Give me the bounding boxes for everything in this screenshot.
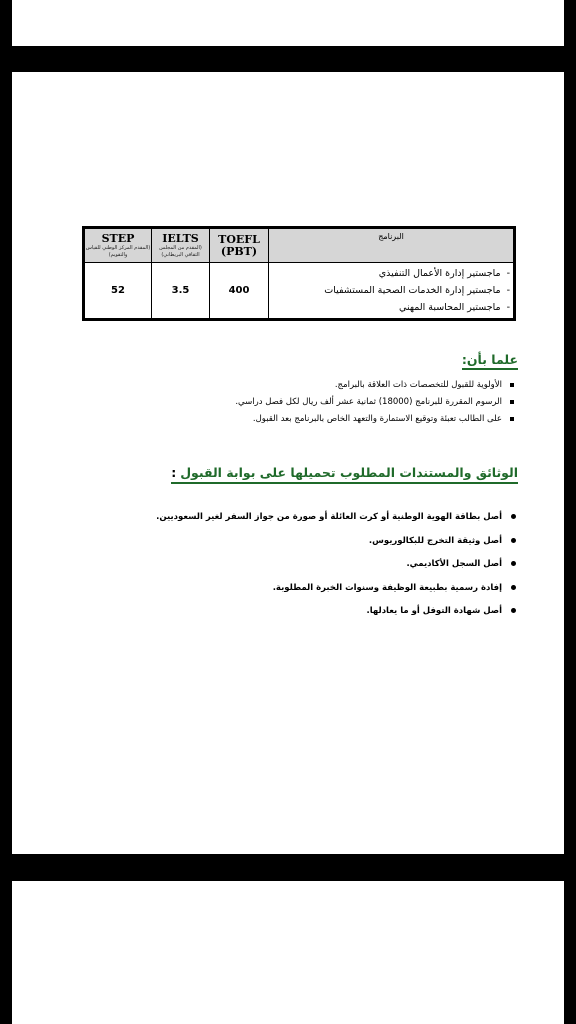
list-item [156,553,516,577]
dot-bullet-icon [511,561,516,566]
header-ielts [152,228,210,263]
table-header-row [84,228,515,263]
documents-heading [171,465,518,484]
list-item [273,299,510,316]
program-list-cell [269,263,515,320]
step-label: STEP [101,231,135,245]
documents-heading-colon: : [171,465,177,480]
list-item [156,577,516,601]
note-text: الأولوية للقبول للتخصصات ذات العلاقة بالبرامج. [334,380,502,390]
list-item [273,265,510,282]
documents-list [156,506,516,624]
step-sub: (المقدم المركز الوطني للقياس والتقويم) [85,244,151,258]
requirements-table [82,226,516,321]
notes-list [235,377,514,428]
dot-bullet-icon [511,514,516,519]
program-name: ماجستير المحاسبة المهني [399,302,501,313]
toefl-sub: (PBT) [220,244,258,258]
toefl-label: TOEFL [218,232,260,246]
dot-bullet-icon [511,585,516,590]
note-text: الرسوم المقررة للبرنامج (18000) ثمانية عشر ألف ريال لكل فصل دراسي. [235,397,502,407]
ielts-label: IELTS [162,231,199,245]
document-text: أصل بطاقة الهوية الوطنية أو كرت العائلة أو صورة من جواز السفر لغير السعوديين. [156,512,502,522]
document-text: إفادة رسمية بطبيعة الوظيفة وسنوات الخبرة المطلوبة. [272,582,502,593]
list-item [156,530,516,554]
program-header-label: البرنامج [378,232,404,241]
previous-page [12,0,564,46]
list-item [156,600,516,624]
list-item [235,411,514,428]
list-item [235,394,514,411]
dash-bullet: - [506,302,510,313]
dash-bullet: - [506,268,510,279]
program-name: ماجستير إدارة الأعمال التنفيذي [378,268,501,279]
program-list [269,263,513,318]
header-program [269,228,515,263]
notes-heading: علما بأن: [462,352,518,370]
document-text: أصل شهادة التوفل أو ما يعادلها. [366,606,502,616]
next-page [12,881,564,1024]
dash-bullet: - [506,285,510,296]
dot-bullet-icon [511,538,516,543]
documents-heading-text: الوثائق والمستندات المطلوب تحميلها على بوابة القبول [180,465,518,480]
header-step [84,228,152,263]
dot-bullet-icon [511,608,516,613]
square-bullet-icon [510,400,514,404]
step-score: 52 [84,263,152,320]
toefl-score: 400 [210,263,269,320]
list-item [235,377,514,394]
document-text: أصل وثيقة التخرج للبكالوريوس. [368,535,502,546]
document-page [12,72,564,854]
ielts-sub: (المقدم من المجلس الثقافي البريطاني) [159,244,202,258]
header-toefl [210,228,269,263]
table-row [84,263,515,320]
ielts-score: 3.5 [152,263,210,320]
document-text: أصل السجل الأكاديمي. [406,559,502,569]
square-bullet-icon [510,383,514,387]
list-item [273,282,510,299]
square-bullet-icon [510,417,514,421]
note-text: على الطالب تعبئة وتوقيع الاستمارة والتعهد الخاص بالبرنامج بعد القبول. [252,414,502,424]
heading-underline [171,482,518,484]
list-item [156,506,516,530]
program-name: ماجستير إدارة الخدمات الصحية المستشفيات [324,285,501,296]
